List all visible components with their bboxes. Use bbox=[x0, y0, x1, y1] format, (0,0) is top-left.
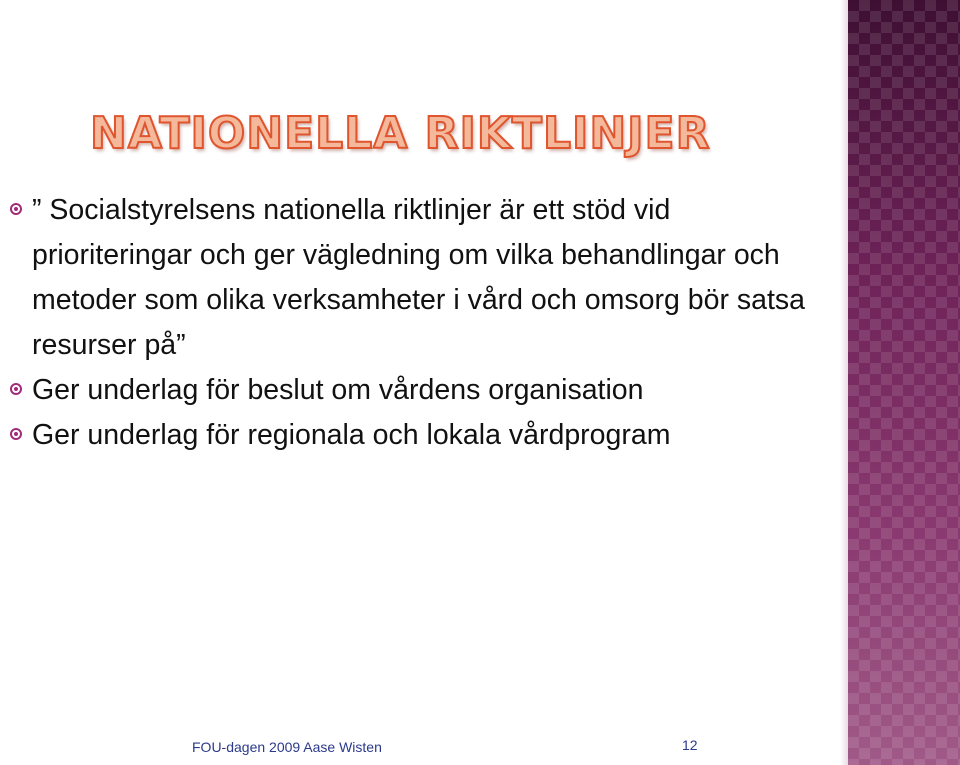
circle-dot-icon bbox=[10, 203, 22, 215]
bullet-item-2 bbox=[10, 368, 810, 413]
circle-dot-icon bbox=[10, 383, 22, 395]
circle-dot-icon bbox=[10, 428, 22, 440]
bullet-text-2: Ger underlag för beslut om vårdens organisation bbox=[32, 374, 644, 406]
bullet-text-1: ” Socialstyrelsens nationella riktlinjer är ett stöd vid prioriteringar och ger vägledning om vilka behandlingar och metoder som olika verksamheter i vård och omsorg bör satsa resurser på” bbox=[32, 194, 805, 361]
bullet-text-3: Ger underlag för regionala och lokala vårdprogram bbox=[32, 419, 671, 451]
decorative-sidebar bbox=[848, 0, 960, 765]
footer-text: FOU-dagen 2009 Aase Wisten bbox=[192, 739, 382, 755]
bullet-item-3 bbox=[10, 413, 810, 458]
bullet-list bbox=[10, 188, 810, 458]
sidebar-edge bbox=[840, 0, 848, 765]
slide-title: NATIONELLA RIKTLINJER bbox=[90, 108, 711, 159]
bullet-item-1 bbox=[10, 188, 810, 368]
page-number: 12 bbox=[682, 737, 698, 753]
